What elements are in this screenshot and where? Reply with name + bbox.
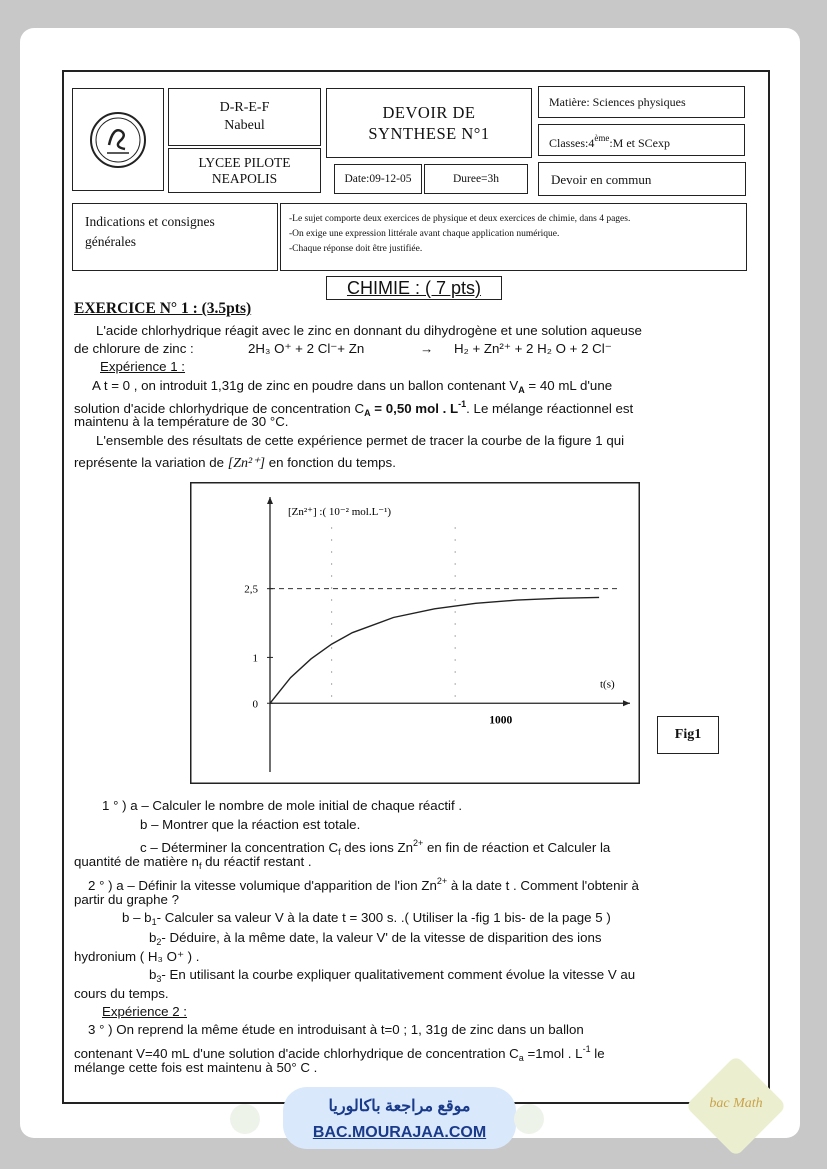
- q2a-a: 2 ° ) a – Définir la vitesse volumique d'apparition de l'ion Zn: [88, 878, 437, 893]
- classes-sup: ème: [594, 133, 610, 143]
- equation-arrow: →: [420, 341, 434, 356]
- org-line1: D-R-E-F: [219, 100, 270, 115]
- footer-site-link[interactable]: BAC.MOURAJAA.COM: [312, 1124, 487, 1141]
- q1c-l2-b: du réactif restant .: [201, 854, 312, 869]
- q2b2-b: - Déduire, à la même date, la valeur V' de la vitesse de disparition des ions: [161, 930, 602, 945]
- q2b3-b: - En utilisant la courbe expliquer qualitativement comment évolue la vitesse V au: [161, 967, 636, 982]
- indication-1: -Le sujet comporte deux exercices de physique et deux exercices de chimie, dans 4 pages.: [289, 214, 631, 224]
- q1c-sup: 2+: [413, 838, 424, 848]
- chart-border: [191, 483, 640, 784]
- exp1-line2-end: . Le mélange réactionnel est: [466, 401, 634, 416]
- q3-line1: 3 ° ) On reprend la même étude en introduisant à t=0 ; 1, 31g de zinc dans un ballon: [88, 1022, 584, 1037]
- exp1-line2-sup: -1: [458, 399, 467, 409]
- q2a-b: à la date t . Comment l'obtenir à: [447, 878, 639, 893]
- indications-title-2: générales: [85, 234, 136, 249]
- y-tick-label-1: 1: [252, 652, 258, 665]
- indications-box: [280, 203, 747, 271]
- exp1-line2-mid: = 0,50 mol . L: [370, 401, 459, 416]
- q1c-l2-sub: f: [198, 861, 202, 871]
- figure-label: Fig1: [674, 727, 702, 742]
- intro-line2-text: de chlorure de zinc :: [74, 341, 194, 356]
- org-line2: Nabeul: [224, 118, 265, 133]
- q2b1-a: b – b: [122, 910, 152, 925]
- subject-box: [538, 86, 745, 118]
- footer-arabic: موقع مراجعة باكالوريا: [328, 1098, 471, 1115]
- q2b2-line1: [149, 929, 602, 951]
- date-box: [334, 164, 422, 194]
- q2b2-a: b: [149, 930, 157, 945]
- exp1-line2-sub: A: [364, 408, 371, 418]
- indications-title-1: Indications et consignes: [85, 214, 215, 229]
- exp1-line4: L'ensemble des résultats de cette expérience permet de tracer la courbe de la figure 1 qui: [96, 433, 625, 448]
- q3-line3: mélange cette fois est maintenu à 50° C .: [74, 1060, 318, 1075]
- q3-l2-b: =1mol . L: [523, 1046, 583, 1061]
- indication-2: -On exige une expression littérale avant chaque application numérique.: [289, 229, 560, 239]
- duration-text: Duree=3h: [452, 173, 500, 185]
- q1b: b – Montrer que la réaction est totale.: [140, 817, 361, 832]
- q1c-a: c – Déterminer la concentration C: [140, 840, 339, 855]
- exp1-line5-bracket: [Zn²⁺]: [227, 456, 266, 471]
- figure1-chart: [190, 482, 640, 784]
- school-logo-icon: [87, 109, 149, 171]
- q2b2-line2: hydronium ( H₃ O⁺ ) .: [74, 949, 200, 964]
- classes-box: [538, 124, 745, 156]
- classes-text-a: Classes:4: [549, 136, 595, 150]
- experience2-title: Expérience 2 :: [102, 1004, 188, 1019]
- exp1-line5: [74, 454, 396, 473]
- date-text: Date:09-12-05: [344, 173, 412, 185]
- exp1-line3: maintenu à la température de 30 °C.: [74, 414, 289, 429]
- q2a-line2: partir du graphe ?: [74, 892, 179, 907]
- figure-label-box: [657, 716, 719, 754]
- q1c-b: des ions Zn: [340, 840, 414, 855]
- exp1-line1-end: = 40 mL d'une: [524, 378, 613, 393]
- q2b3-line1: [149, 966, 635, 988]
- q2b1: [122, 909, 611, 931]
- exp1-line1-sub: A: [518, 385, 525, 395]
- intro-line2: [74, 340, 754, 358]
- q2b2-sub: 2: [156, 937, 162, 947]
- q1c-l2-a: quantité de matière n: [74, 854, 199, 869]
- y-axis-label: [Zn²⁺] :( 10⁻² mol.L⁻¹): [288, 506, 392, 518]
- exp1-line5-a: représente la variation de: [74, 455, 225, 470]
- school-line1: LYCEE PILOTE: [198, 154, 291, 170]
- q2b3-sub: 3: [156, 974, 162, 984]
- footer-left-logo-icon: [230, 1104, 260, 1134]
- exp1-line1-text: A t = 0 , on introduit 1,31g de zinc en poudre dans un ballon contenant V: [92, 378, 519, 393]
- q1c-sub: f: [338, 847, 341, 857]
- x-tick-label-0: 1000: [489, 714, 513, 727]
- x-axis-label: t(s): [600, 678, 615, 691]
- y-tick-label-2: 2,5: [244, 583, 258, 596]
- experience1-title: Expérience 1 :: [100, 359, 186, 374]
- title-line1: DEVOIR DE: [382, 103, 476, 122]
- classes-text-b: :M et SCexp: [609, 136, 671, 150]
- section-title: [326, 276, 502, 300]
- q2b3-line2: cours du temps.: [74, 986, 169, 1001]
- duration-box: [424, 164, 528, 194]
- common-text: Devoir en commun: [551, 172, 652, 187]
- school-box: [168, 148, 321, 193]
- school-logo-box: [72, 88, 164, 191]
- q3-l2-sub: a: [518, 1053, 524, 1063]
- q3-l2-c: le: [590, 1046, 605, 1061]
- indication-3: -Chaque réponse doit être justifiée.: [289, 244, 423, 254]
- exp1-line5-b: en fonction du temps.: [268, 455, 396, 470]
- equation-left: 2H₃ O⁺ + 2 Cl⁻+ Zn: [248, 341, 365, 356]
- q3-l2-a: contenant V=40 mL d'une solution d'acide chlorhydrique de concentration C: [74, 1046, 519, 1061]
- q2b3-a: b: [149, 967, 157, 982]
- directorate-box: [168, 88, 321, 146]
- bac-math-badge-text: bac Math: [709, 1096, 763, 1111]
- intro-line1: L'acide chlorhydrique réagit avec le zinc en donnant du dihydrogène et une solution aqueuse: [96, 323, 642, 338]
- q3-l2-sup: -1: [582, 1044, 591, 1054]
- school-line2: NEAPOLIS: [211, 170, 278, 186]
- q1a: 1 ° ) a – Calculer le nombre de mole initial de chaque réactif .: [102, 798, 463, 813]
- title-line2: SYNTHESE N°1: [368, 124, 490, 143]
- y-tick-label-0: 0: [252, 698, 258, 711]
- exercise1-title: EXERCICE N° 1 : (3.5pts): [74, 300, 252, 317]
- q2b1-sub: 1: [151, 917, 157, 927]
- section-title-text: CHIMIE : ( 7 pts): [346, 278, 481, 298]
- common-box: [538, 162, 746, 196]
- title-box: [326, 88, 532, 158]
- subject-text: Matière: Sciences physiques: [549, 95, 686, 109]
- exp1-line2-text: solution d'acide chlorhydrique de concentration C: [74, 401, 365, 416]
- q2a-sup: 2+: [436, 876, 448, 886]
- q2b1-b: - Calculer sa valeur V à la date t = 300 s. .( Utiliser la -fig 1 bis- de la page 5 ): [156, 910, 611, 925]
- indications-title-box: [72, 203, 278, 271]
- equation-right: H₂ + Zn²⁺ + 2 H₂ O + 2 Cl⁻: [454, 341, 612, 356]
- footer-right-logo-icon: [514, 1104, 544, 1134]
- q1c-c: en fin de réaction et Calculer la: [423, 840, 611, 855]
